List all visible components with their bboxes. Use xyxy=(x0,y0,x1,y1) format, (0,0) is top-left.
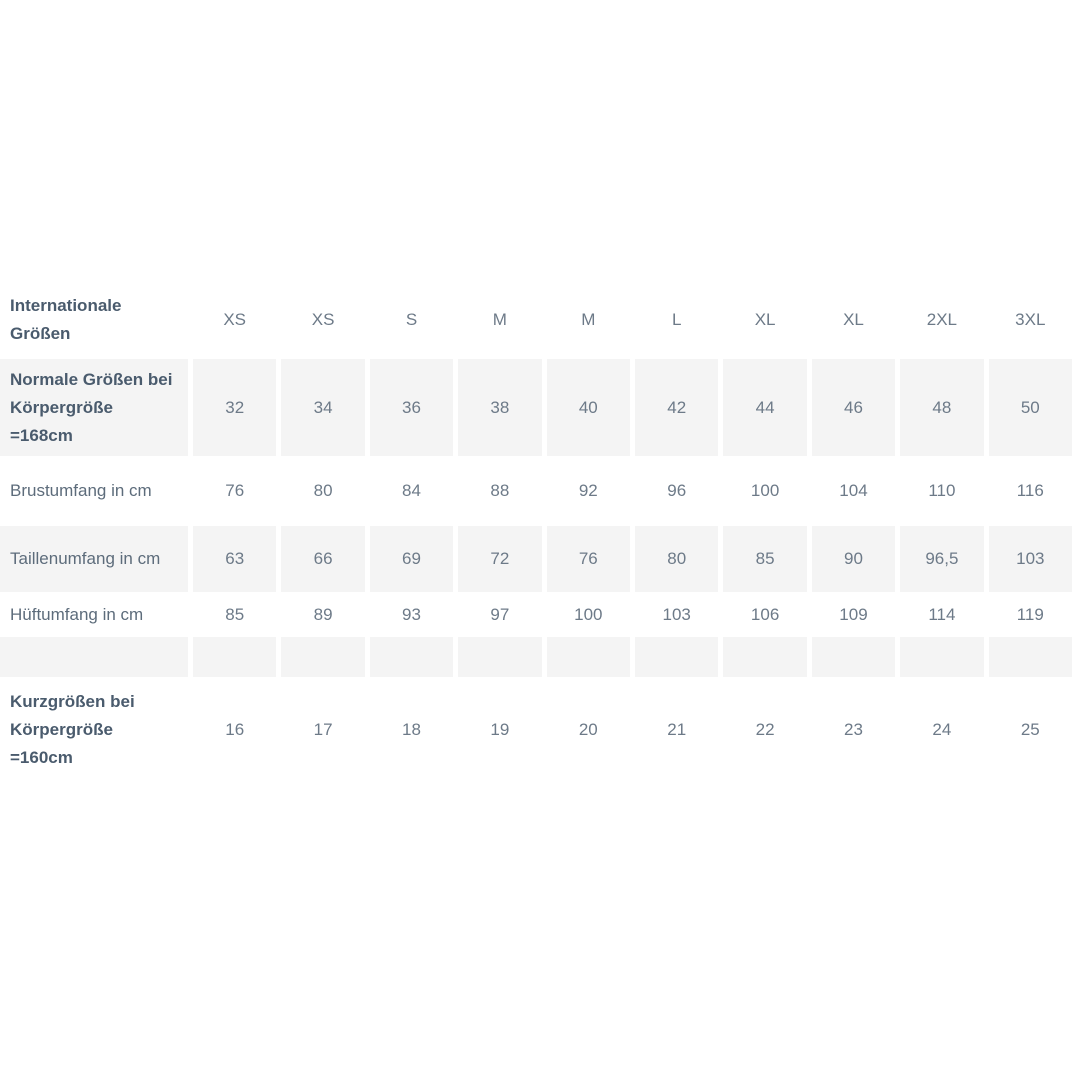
value-cell: 16 xyxy=(225,719,245,739)
value-cell: 18 xyxy=(402,719,421,739)
value-cell: 69 xyxy=(370,526,453,592)
value-cell: 93 xyxy=(402,604,421,624)
value-cell: 48 xyxy=(900,359,983,456)
value-cell: 63 xyxy=(193,526,276,592)
table-row-kurzgroessen xyxy=(0,677,1072,782)
value-cell: 66 xyxy=(281,526,364,592)
value-cell: 76 xyxy=(547,526,630,592)
value-cell: 96 xyxy=(667,481,687,500)
row-label: Brustumfang in cm xyxy=(10,481,152,500)
header-size-3xl: 3XL xyxy=(1015,310,1046,329)
value-cell: 76 xyxy=(225,481,245,500)
empty-cell xyxy=(989,637,1072,677)
empty-cell xyxy=(0,637,188,677)
header-size-s: S xyxy=(405,310,418,329)
header-size-xl-2: XL xyxy=(843,310,864,329)
value-cell: 38 xyxy=(458,359,541,456)
value-cell: 84 xyxy=(402,481,421,500)
value-cell: 80 xyxy=(635,526,718,592)
header-size-2xl: 2XL xyxy=(926,310,958,329)
value-cell: 32 xyxy=(193,359,276,456)
size-chart-table xyxy=(0,281,1072,782)
value-cell: 19 xyxy=(490,719,510,739)
header-size-xl-1: XL xyxy=(754,310,776,329)
table-row-normale-groessen xyxy=(0,359,1072,456)
value-cell: 106 xyxy=(750,604,780,624)
header-size-m-1: M xyxy=(492,310,507,329)
row-label: Kurzgrößen bei Körpergröße =160cm xyxy=(10,691,135,767)
value-cell: 97 xyxy=(490,604,510,624)
value-cell: 88 xyxy=(490,481,510,500)
header-size-l: L xyxy=(671,310,682,329)
value-cell: 22 xyxy=(755,719,775,739)
value-cell: 85 xyxy=(723,526,806,592)
value-cell: 23 xyxy=(844,719,863,739)
header-label: Internationale Größen xyxy=(10,296,122,343)
value-cell: 103 xyxy=(989,526,1072,592)
value-cell: 85 xyxy=(225,604,245,624)
table-row-taillenumfang xyxy=(0,526,1072,592)
empty-cell xyxy=(900,637,983,677)
value-cell: 20 xyxy=(578,719,598,739)
value-cell: 104 xyxy=(839,481,868,500)
header-size-m-2: M xyxy=(581,310,596,329)
value-cell: 114 xyxy=(928,604,956,624)
value-cell: 96,5 xyxy=(900,526,983,592)
empty-cell xyxy=(193,637,276,677)
table-header-row xyxy=(0,281,1072,359)
value-cell: 110 xyxy=(928,481,956,500)
table-row-spacer xyxy=(0,637,1072,677)
value-cell: 24 xyxy=(932,719,952,739)
table-row-brustumfang xyxy=(0,456,1072,526)
row-label: Normale Größen bei Körpergröße =168cm xyxy=(0,359,188,456)
row-label: Taillenumfang in cm xyxy=(0,526,188,592)
header-size-xs-1: XS xyxy=(223,310,247,329)
value-cell: 36 xyxy=(370,359,453,456)
value-cell: 44 xyxy=(723,359,806,456)
value-cell: 100 xyxy=(750,481,780,500)
empty-cell xyxy=(812,637,895,677)
value-cell: 40 xyxy=(547,359,630,456)
empty-cell xyxy=(635,637,718,677)
value-cell: 42 xyxy=(635,359,718,456)
header-size-xs-2: XS xyxy=(311,310,335,329)
value-cell: 103 xyxy=(662,604,691,624)
value-cell: 100 xyxy=(574,604,603,624)
value-cell: 89 xyxy=(313,604,333,624)
value-cell: 17 xyxy=(313,719,333,739)
value-cell: 50 xyxy=(989,359,1072,456)
empty-cell xyxy=(281,637,364,677)
empty-cell xyxy=(723,637,806,677)
value-cell: 25 xyxy=(1020,719,1040,739)
value-cell: 21 xyxy=(667,719,687,739)
value-cell: 34 xyxy=(281,359,364,456)
empty-cell xyxy=(458,637,541,677)
empty-cell xyxy=(370,637,453,677)
value-cell: 46 xyxy=(812,359,895,456)
value-cell: 90 xyxy=(812,526,895,592)
value-cell: 109 xyxy=(839,604,868,624)
value-cell: 80 xyxy=(313,481,333,500)
empty-cell xyxy=(547,637,630,677)
row-label: Hüftumfang in cm xyxy=(10,604,144,624)
value-cell: 92 xyxy=(578,481,598,500)
value-cell: 116 xyxy=(1016,481,1044,500)
value-cell: 119 xyxy=(1016,604,1044,624)
value-cell: 72 xyxy=(458,526,541,592)
table-row-hueftumfang xyxy=(0,592,1072,637)
